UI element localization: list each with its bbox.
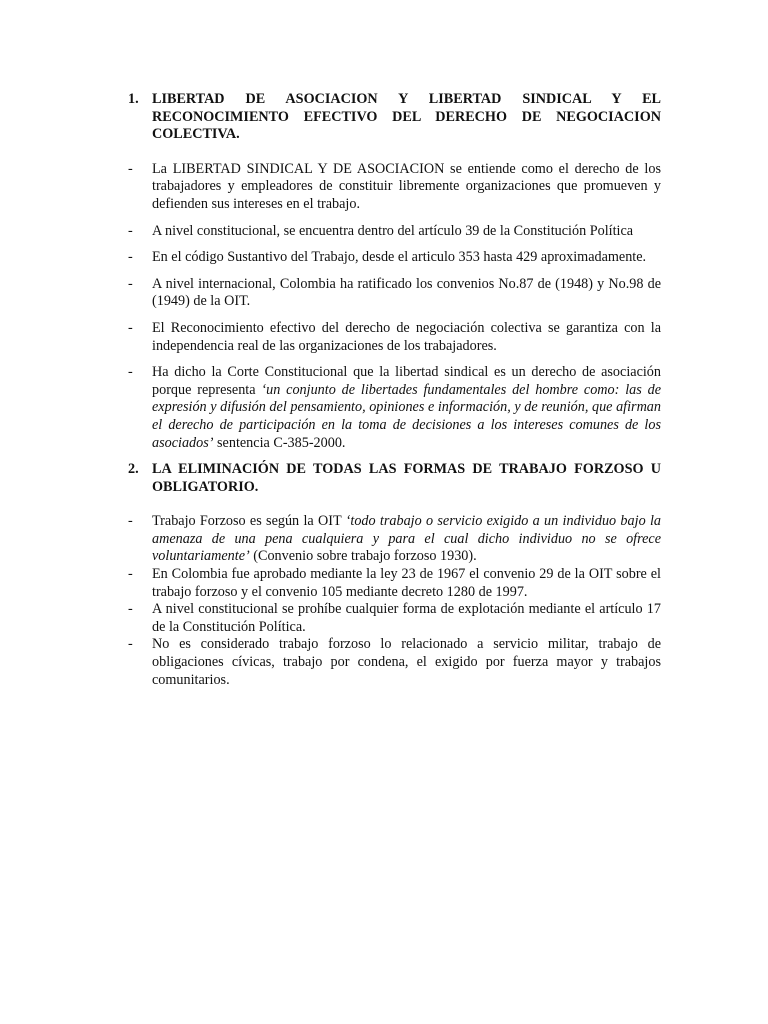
list-item bbox=[128, 223, 661, 241]
text-after-quote: (Convenio sobre trabajo forzoso 1930). bbox=[249, 548, 477, 565]
list-item bbox=[128, 601, 661, 636]
bullet-dash: - bbox=[128, 275, 133, 292]
bullet-dash: - bbox=[128, 566, 133, 583]
bullet-dash: - bbox=[128, 513, 133, 530]
section-heading bbox=[128, 461, 661, 496]
bullet-dash: - bbox=[128, 601, 133, 618]
list-item bbox=[128, 276, 661, 311]
section-title: LA ELIMINACIÓN DE TODAS LAS FORMAS DE TRABAJO FORZOSO U OBLIGATORIO. bbox=[152, 461, 661, 495]
list-item bbox=[128, 249, 661, 267]
text-before-quote: Trabajo Forzoso es según la OIT bbox=[152, 513, 346, 530]
list-item bbox=[128, 364, 661, 452]
list-item bbox=[128, 161, 661, 214]
list-item-text: En Colombia fue aprobado mediante la ley 23 de 1967 el convenio 29 de la OIT sobre el trabajo forzoso y el convenio 105 mediante decreto 1280 de 1997. bbox=[152, 566, 661, 600]
section-number: 1. bbox=[128, 91, 139, 107]
list-item bbox=[128, 636, 661, 689]
section-title: LIBERTAD DE ASOCIACION Y LIBERTAD SINDICAL Y EL RECONOCIMIENTO EFECTIVO DEL DERECHO DE NEGOCIACION COLECTIVA. bbox=[152, 91, 661, 143]
list-item-text: La LIBERTAD SINDICAL Y DE ASOCIACION se entiende como el derecho de los trabajadores y empleadores de constituir libremente organizaciones que promueven y defienden sus intereses en el trabajo. bbox=[152, 160, 661, 212]
quoted-italic-text: ‘todo trabajo o servicio exigido a un individuo bajo la amenaza de una pena cualquiera y para el cual dicho individuo no se ofrece voluntariamente’ bbox=[152, 513, 661, 565]
list-item bbox=[128, 513, 661, 566]
list-item-text: A nivel constitucional se prohíbe cualquier forma de explotación mediante el artículo 17 de la Constitución Política. bbox=[152, 601, 661, 635]
list-item-text: A nivel internacional, Colombia ha ratificado los convenios No.87 de (1948) y No.98 de (1949) de la OIT. bbox=[152, 275, 661, 310]
list-item bbox=[128, 566, 661, 601]
bullet-dash: - bbox=[128, 222, 133, 239]
bullet-dash: - bbox=[128, 249, 133, 266]
text-before-quote: Ha dicho la Corte Constitucional que la libertad sindical es un derecho de asociación porque representa bbox=[152, 364, 661, 398]
list-item-text-quote bbox=[152, 513, 661, 566]
bullet-dash: - bbox=[128, 636, 133, 653]
section-libertad-asociacion bbox=[128, 91, 661, 452]
quoted-italic-text: ‘un conjunto de libertades fundamentales del hombre como: las de expresión y difusión del pensamiento, opiniones e información, y de reunión, que afirman el derecho de participación en la toma de decisiones a los intereses comunes de los asociados’ bbox=[152, 381, 662, 451]
section-trabajo-forzoso bbox=[128, 461, 661, 689]
list-item bbox=[128, 320, 661, 355]
list-item-text: A nivel constitucional, se encuentra dentro del artículo 39 de la Constitución Política bbox=[152, 222, 634, 239]
list-item-text: En el código Sustantivo del Trabajo, desde el articulo 353 hasta 429 aproximadamente. bbox=[152, 249, 647, 266]
list-item-text: No es considerado trabajo forzoso lo relacionado a servicio militar, trabajo de obligaciones cívicas, trabajo por condena, el exigido por fuerza mayor y trabajos comunitarios. bbox=[152, 636, 661, 688]
section-number: 2. bbox=[128, 461, 139, 478]
bullet-dash: - bbox=[128, 364, 133, 381]
text-after-quote: sentencia C-385-2000. bbox=[213, 434, 346, 451]
list-item-text: El Reconocimiento efectivo del derecho de negociación colectiva se garantiza con la independencia real de las organizaciones de los trabajadores. bbox=[152, 319, 661, 354]
section-heading bbox=[128, 91, 661, 144]
list-item-text-quote bbox=[152, 364, 661, 452]
bullet-dash: - bbox=[128, 319, 133, 336]
bullet-dash: - bbox=[128, 160, 133, 177]
